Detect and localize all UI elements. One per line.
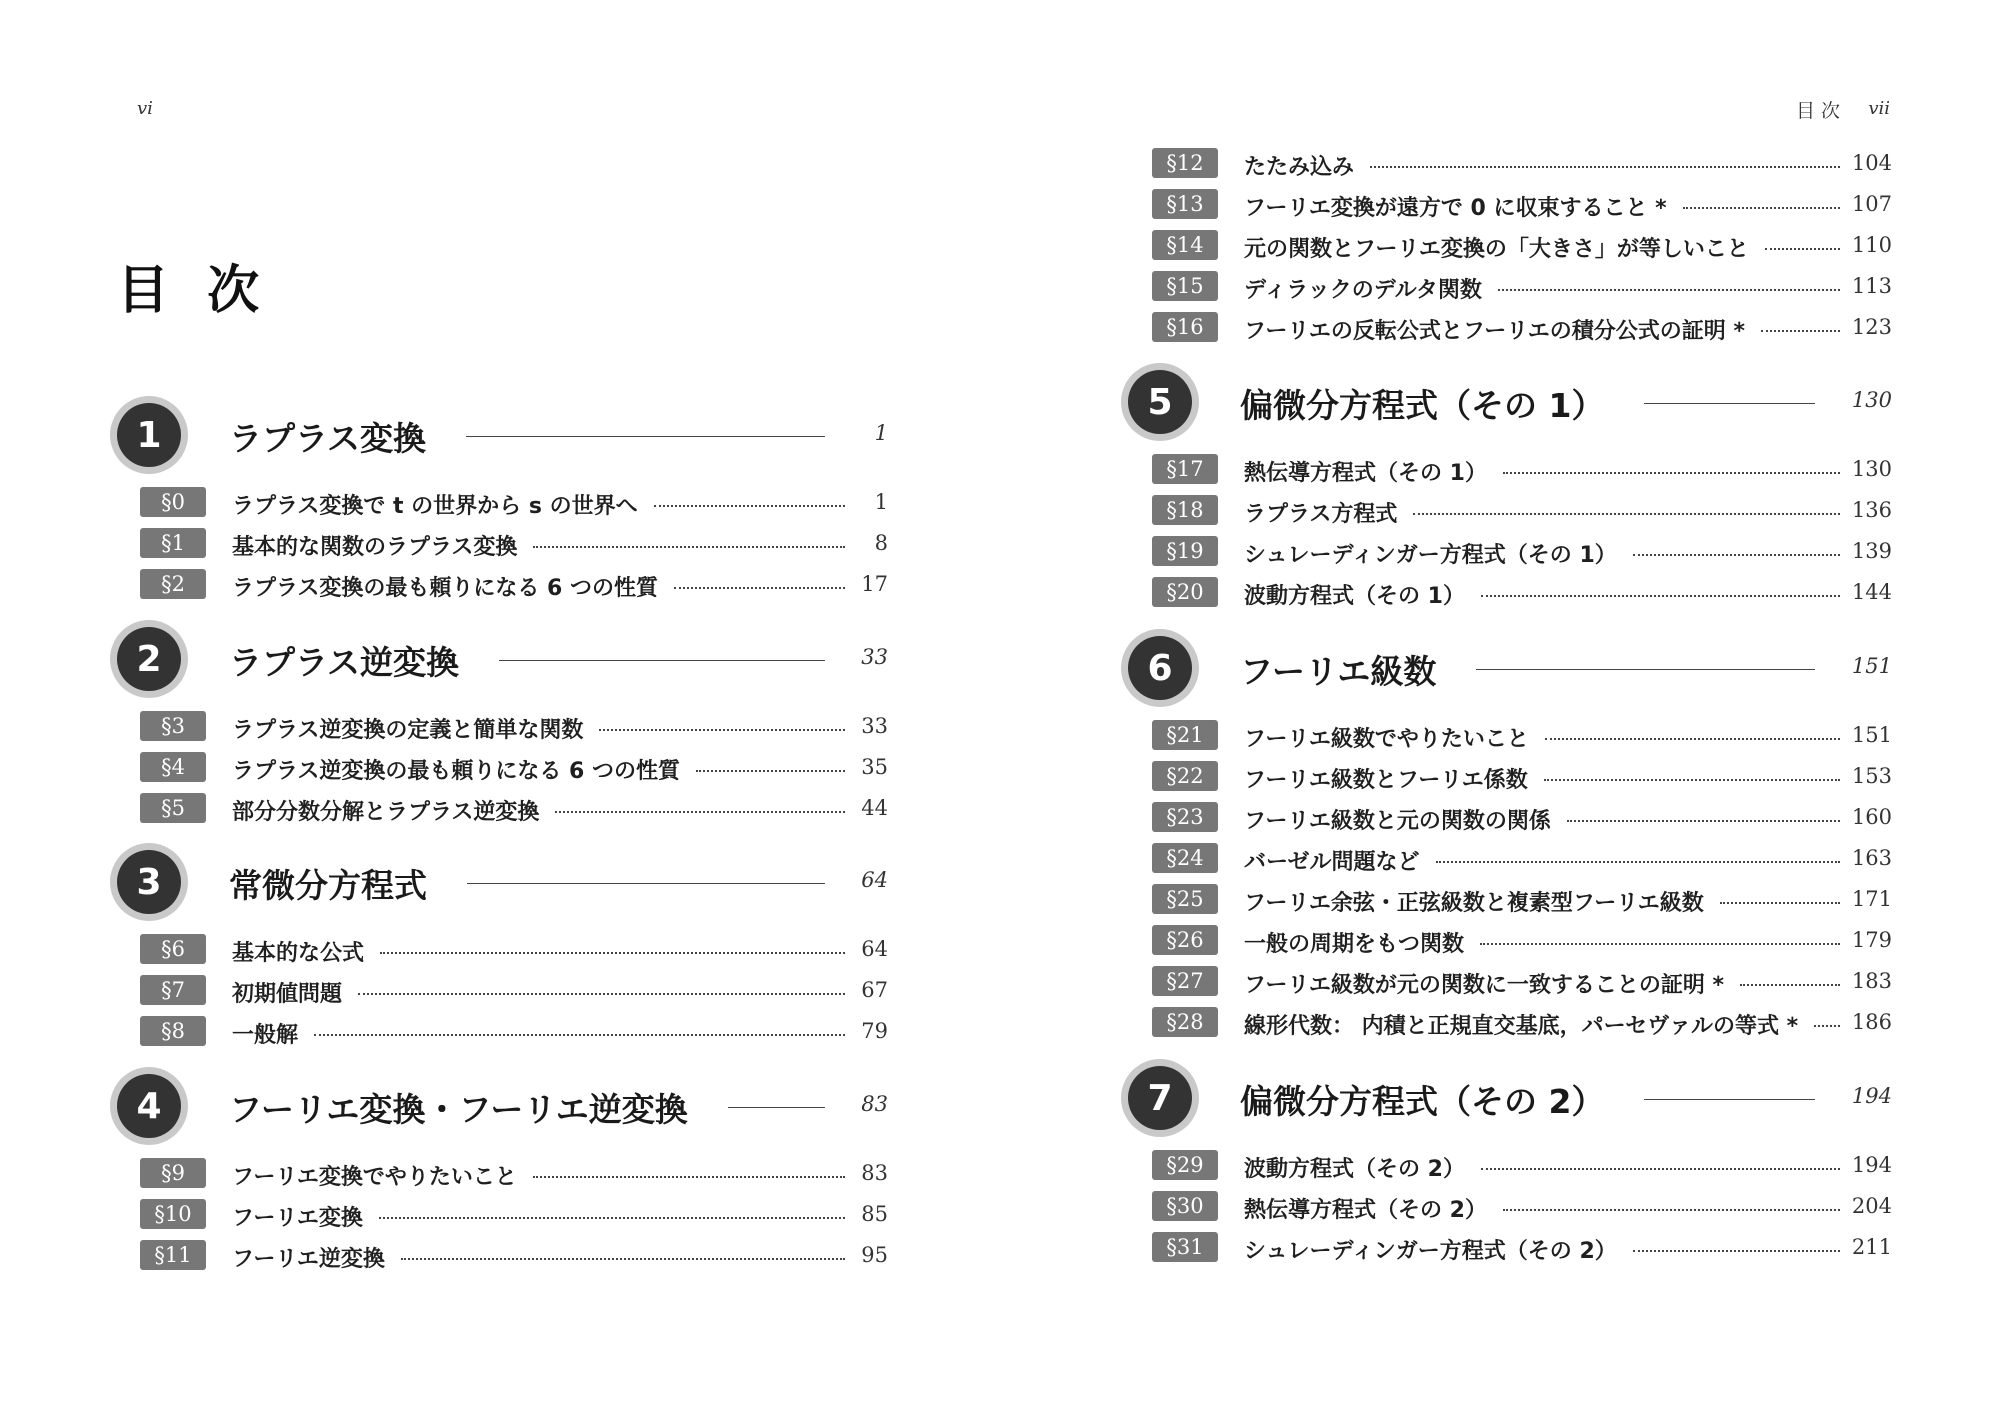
section-title: 一般の周期をもつ関数 xyxy=(1244,927,1470,958)
chapter-title: ラプラス変換 xyxy=(229,419,427,458)
dot-leader xyxy=(1480,943,1840,945)
section-title: 元の関数とフーリエ変換の「大きさ」が等しいこと xyxy=(1244,232,1755,263)
chapter-title: 常微分方程式 xyxy=(229,866,427,905)
dot-leader xyxy=(1544,779,1840,781)
section-entry[interactable] xyxy=(140,567,888,601)
section-number-badge: §28 xyxy=(1152,1007,1218,1037)
section-page-number: 186 xyxy=(1851,1010,1892,1034)
section-title: たたみ込み xyxy=(1244,150,1360,181)
dot-leader xyxy=(674,587,845,589)
toc-title: 目 次 xyxy=(117,261,270,321)
chapter-number-badge: 6 xyxy=(1128,636,1192,700)
section-number-badge: §4 xyxy=(140,752,206,782)
section-number-badge: §9 xyxy=(140,1158,206,1188)
chapter-number-badge: 3 xyxy=(117,850,181,914)
section-page-number: 83 xyxy=(861,1161,888,1185)
dot-leader xyxy=(380,952,845,954)
section-page-number: 163 xyxy=(1851,846,1892,870)
dot-leader xyxy=(401,1258,845,1260)
section-title: ラプラス逆変換の最も頼りになる 6 つの性質 xyxy=(232,754,686,785)
section-entry[interactable] xyxy=(140,485,888,519)
section-title: バーゼル問題など xyxy=(1244,845,1426,876)
section-page-number: 8 xyxy=(874,531,888,555)
section-page-number: 33 xyxy=(861,714,888,738)
section-number-badge: §14 xyxy=(1152,230,1218,260)
section-entry[interactable] xyxy=(1152,1148,1892,1182)
section-title: 基本的な公式 xyxy=(232,936,370,967)
chapter-number-badge: 1 xyxy=(117,403,181,467)
section-number-badge: §19 xyxy=(1152,536,1218,566)
section-title: 一般解 xyxy=(232,1018,304,1049)
section-title: 波動方程式（その 2） xyxy=(1244,1152,1471,1183)
section-page-number: 67 xyxy=(861,978,888,1002)
section-title: フーリエ変換でやりたいこと xyxy=(232,1160,523,1191)
section-entry[interactable] xyxy=(1152,493,1892,527)
section-number-badge: §13 xyxy=(1152,189,1218,219)
section-entry[interactable] xyxy=(140,1238,888,1272)
section-page-number: 17 xyxy=(861,572,888,596)
section-page-number: 171 xyxy=(1851,887,1892,911)
section-page-number: 104 xyxy=(1851,151,1892,175)
dot-leader xyxy=(1683,207,1840,209)
section-entry[interactable] xyxy=(1152,310,1892,344)
section-page-number: 110 xyxy=(1851,233,1892,257)
section-page-number: 95 xyxy=(861,1243,888,1267)
dot-leader xyxy=(358,993,845,995)
dot-leader xyxy=(599,729,845,731)
dot-leader xyxy=(1370,166,1840,168)
chapter-number-badge: 2 xyxy=(117,627,181,691)
section-number-badge: §22 xyxy=(1152,761,1218,791)
chapter-heading[interactable] xyxy=(117,1074,888,1154)
section-number-badge: §3 xyxy=(140,711,206,741)
section-title: 線形代数： 内積と正規直交基底，パーセヴァルの等式 * xyxy=(1244,1009,1804,1040)
section-page-number: 183 xyxy=(1851,969,1892,993)
section-page-number: 1 xyxy=(874,490,888,514)
dot-leader xyxy=(1633,554,1840,556)
dot-leader xyxy=(1503,472,1840,474)
section-page-number: 153 xyxy=(1851,764,1892,788)
section-title: フーリエ級数と元の関数の関係 xyxy=(1244,804,1557,835)
section-entry[interactable] xyxy=(1152,534,1892,568)
chapter-number-badge: 7 xyxy=(1128,1066,1192,1130)
section-title: ラプラス変換の最も頼りになる 6 つの性質 xyxy=(232,571,664,602)
section-number-badge: §30 xyxy=(1152,1191,1218,1221)
dot-leader xyxy=(1633,1250,1840,1252)
page-folio-right: vii xyxy=(1868,98,1890,119)
section-title: 基本的な関数のラプラス変換 xyxy=(232,530,523,561)
section-page-number: 144 xyxy=(1851,580,1892,604)
section-number-badge: §7 xyxy=(140,975,206,1005)
section-number-badge: §26 xyxy=(1152,925,1218,955)
section-page-number: 107 xyxy=(1851,192,1892,216)
section-title: シュレーディンガー方程式（その 1） xyxy=(1244,538,1623,569)
section-title: シュレーディンガー方程式（その 2） xyxy=(1244,1234,1623,1265)
dot-leader xyxy=(696,770,845,772)
dot-leader xyxy=(533,1176,845,1178)
section-title: 熱伝導方程式（その 1） xyxy=(1244,456,1493,487)
dot-leader xyxy=(1545,738,1840,740)
running-head: 目 次 xyxy=(1795,100,1840,122)
section-number-badge: §11 xyxy=(140,1240,206,1270)
section-entry[interactable] xyxy=(1152,146,1892,180)
section-title: フーリエの反転公式とフーリエの積分公式の証明 * xyxy=(1244,314,1751,345)
section-title: フーリエ変換 xyxy=(232,1201,369,1232)
section-number-badge: §25 xyxy=(1152,884,1218,914)
section-number-badge: §12 xyxy=(1152,148,1218,178)
chapter-title: 偏微分方程式（その 2） xyxy=(1240,1082,1605,1121)
dot-leader xyxy=(1503,1209,1840,1211)
section-number-badge: §21 xyxy=(1152,720,1218,750)
dot-leader xyxy=(1436,861,1840,863)
dot-leader xyxy=(1481,1168,1840,1170)
section-entry[interactable] xyxy=(1152,1005,1892,1039)
section-page-number: 160 xyxy=(1851,805,1892,829)
section-number-badge: §6 xyxy=(140,934,206,964)
section-title: ディラックのデルタ関数 xyxy=(1244,273,1488,304)
section-number-badge: §17 xyxy=(1152,454,1218,484)
page-folio-left: vi xyxy=(137,98,153,119)
chapter-number-badge: 5 xyxy=(1128,370,1192,434)
dot-leader xyxy=(555,811,845,813)
section-page-number: 85 xyxy=(861,1202,888,1226)
chapter-rule xyxy=(467,883,825,884)
chapter-page-number: 1 xyxy=(874,421,888,445)
section-page-number: 123 xyxy=(1851,315,1892,339)
section-entry[interactable] xyxy=(1152,1230,1892,1264)
chapter-title: ラプラス逆変換 xyxy=(229,643,460,682)
section-entry[interactable] xyxy=(140,973,888,1007)
section-number-badge: §23 xyxy=(1152,802,1218,832)
chapter-rule xyxy=(499,660,825,661)
section-number-badge: §2 xyxy=(140,569,206,599)
section-number-badge: §18 xyxy=(1152,495,1218,525)
chapter-rule xyxy=(1476,669,1815,670)
section-number-badge: §8 xyxy=(140,1016,206,1046)
section-entry[interactable] xyxy=(1152,882,1892,916)
dot-leader xyxy=(1720,902,1840,904)
section-title: 初期値問題 xyxy=(232,977,348,1008)
section-page-number: 204 xyxy=(1851,1194,1892,1218)
section-page-number: 136 xyxy=(1851,498,1892,522)
section-page-number: 35 xyxy=(861,755,888,779)
section-entry[interactable] xyxy=(140,1014,888,1048)
section-page-number: 64 xyxy=(861,937,888,961)
chapter-number-badge: 4 xyxy=(117,1074,181,1138)
section-title: ラプラス変換で t の世界から s の世界へ xyxy=(232,489,644,520)
section-number-badge: §27 xyxy=(1152,966,1218,996)
section-page-number: 211 xyxy=(1851,1235,1892,1259)
section-entry[interactable] xyxy=(140,932,888,966)
section-entry[interactable] xyxy=(1152,800,1892,834)
section-entry[interactable] xyxy=(1152,1189,1892,1223)
section-number-badge: §16 xyxy=(1152,312,1218,342)
section-entry[interactable] xyxy=(1152,759,1892,793)
section-page-number: 151 xyxy=(1851,723,1892,747)
chapter-page-number: 64 xyxy=(861,868,888,892)
chapter-title: 偏微分方程式（その 1） xyxy=(1240,386,1605,425)
section-number-badge: §31 xyxy=(1152,1232,1218,1262)
chapter-page-number: 194 xyxy=(1851,1084,1892,1108)
section-page-number: 194 xyxy=(1851,1153,1892,1177)
dot-leader xyxy=(1761,330,1840,332)
section-number-badge: §20 xyxy=(1152,577,1218,607)
dot-leader xyxy=(314,1034,845,1036)
dot-leader xyxy=(1567,820,1840,822)
chapter-heading[interactable] xyxy=(117,850,888,930)
section-page-number: 44 xyxy=(861,796,888,820)
section-entry[interactable] xyxy=(1152,575,1892,609)
section-number-badge: §24 xyxy=(1152,843,1218,873)
section-number-badge: §15 xyxy=(1152,271,1218,301)
chapter-page-number: 130 xyxy=(1851,388,1892,412)
dot-leader xyxy=(1740,984,1840,986)
section-page-number: 139 xyxy=(1851,539,1892,563)
chapter-rule xyxy=(1644,1099,1815,1100)
chapter-heading[interactable] xyxy=(1128,370,1892,450)
chapter-page-number: 83 xyxy=(861,1092,888,1116)
dot-leader xyxy=(533,546,845,548)
dot-leader xyxy=(1481,595,1840,597)
section-entry[interactable] xyxy=(1152,187,1892,221)
section-title: フーリエ級数が元の関数に一致することの証明 * xyxy=(1244,968,1730,999)
chapter-title: フーリエ変換・フーリエ逆変換 xyxy=(229,1090,688,1129)
chapter-heading[interactable] xyxy=(117,627,888,707)
chapter-rule xyxy=(1644,403,1815,404)
section-page-number: 113 xyxy=(1851,274,1892,298)
section-entry[interactable] xyxy=(1152,269,1892,303)
section-number-badge: §10 xyxy=(140,1199,206,1229)
chapter-page-number: 151 xyxy=(1851,654,1892,678)
section-number-badge: §29 xyxy=(1152,1150,1218,1180)
dot-leader xyxy=(379,1217,845,1219)
section-title: ラプラス方程式 xyxy=(1244,497,1403,528)
chapter-rule xyxy=(466,436,825,437)
section-entry[interactable] xyxy=(1152,964,1892,998)
section-entry[interactable] xyxy=(1152,228,1892,262)
section-title: 熱伝導方程式（その 2） xyxy=(1244,1193,1493,1224)
section-entry[interactable] xyxy=(140,791,888,825)
dot-leader xyxy=(1413,513,1840,515)
section-number-badge: §1 xyxy=(140,528,206,558)
section-entry[interactable] xyxy=(1152,923,1892,957)
section-title: フーリエ余弦・正弦級数と複素型フーリエ級数 xyxy=(1244,886,1710,917)
chapter-page-number: 33 xyxy=(861,645,888,669)
dot-leader xyxy=(1765,248,1840,250)
section-title: ラプラス逆変換の定義と簡単な関数 xyxy=(232,713,589,744)
section-entry[interactable] xyxy=(140,1197,888,1231)
section-title: フーリエ逆変換 xyxy=(232,1242,391,1273)
section-title: 波動方程式（その 1） xyxy=(1244,579,1471,610)
section-title: 部分分数分解とラプラス逆変換 xyxy=(232,795,545,826)
section-page-number: 79 xyxy=(861,1019,888,1043)
chapter-title: フーリエ級数 xyxy=(1240,652,1437,691)
section-number-badge: §0 xyxy=(140,487,206,517)
section-page-number: 179 xyxy=(1851,928,1892,952)
chapter-heading[interactable] xyxy=(1128,1066,1892,1146)
section-page-number: 130 xyxy=(1851,457,1892,481)
chapter-heading[interactable] xyxy=(117,403,888,483)
dot-leader xyxy=(654,505,845,507)
section-number-badge: §5 xyxy=(140,793,206,823)
section-title: フーリエ変換が遠方で 0 に収束すること * xyxy=(1244,191,1673,222)
section-entry[interactable] xyxy=(140,1156,888,1190)
section-title: フーリエ級数とフーリエ係数 xyxy=(1244,763,1534,794)
section-entry[interactable] xyxy=(1152,452,1892,486)
section-entry[interactable] xyxy=(140,526,888,560)
section-entry[interactable] xyxy=(1152,718,1892,752)
chapter-rule xyxy=(728,1107,825,1108)
section-entry[interactable] xyxy=(140,709,888,743)
chapter-heading[interactable] xyxy=(1128,636,1892,716)
dot-leader xyxy=(1498,289,1840,291)
section-title: フーリエ級数でやりたいこと xyxy=(1244,722,1535,753)
section-entry[interactable] xyxy=(1152,841,1892,875)
section-entry[interactable] xyxy=(140,750,888,784)
